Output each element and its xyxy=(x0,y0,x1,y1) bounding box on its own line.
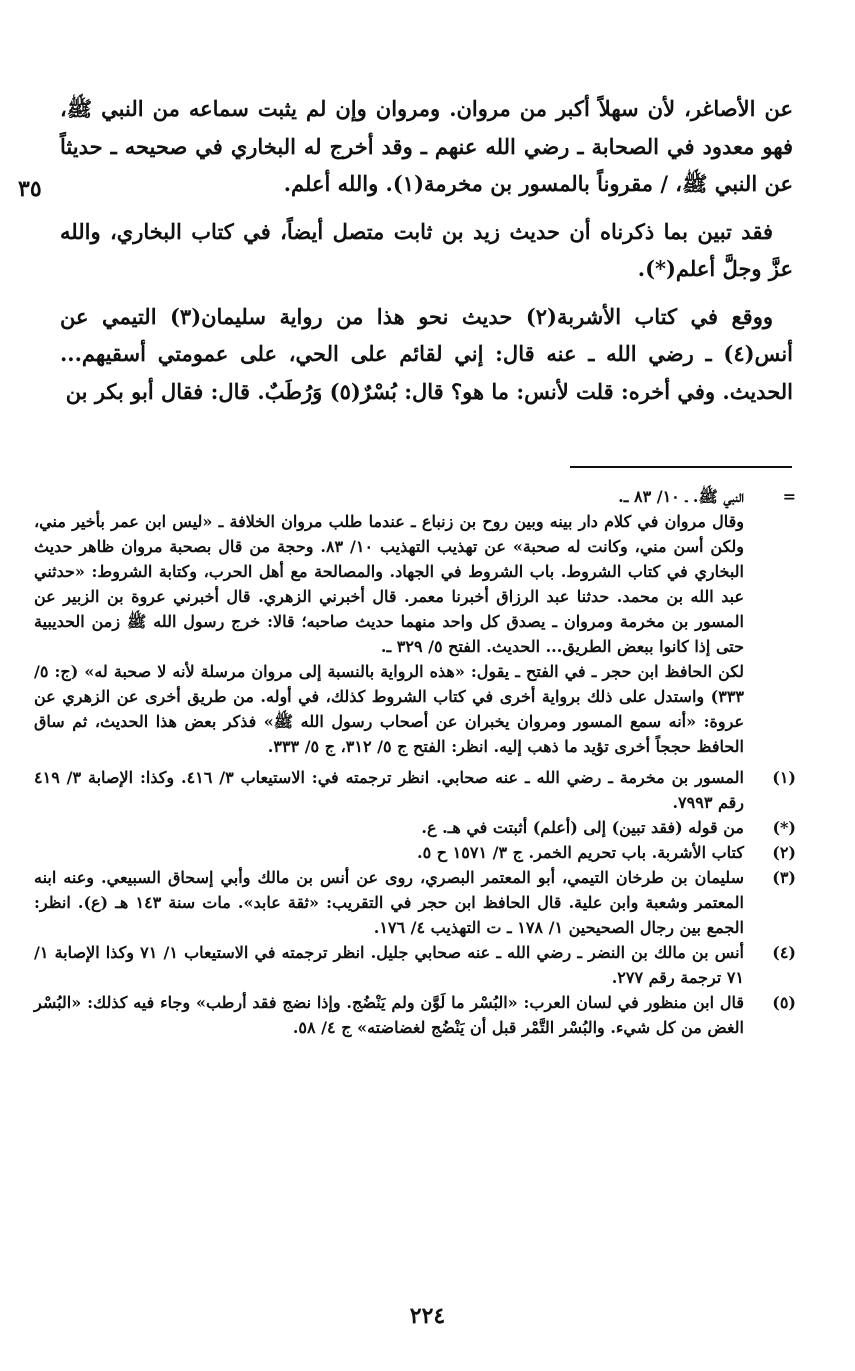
footnote xyxy=(34,865,796,940)
main-paragraph: ووقع في كتاب الأشربة(٢) حديث نحو هذا من رواية سليمان(٣) التيمي عن أنس(٤) ـ رضي الله ـ عنه قال: إني لقائم على الحي، على عمومتي أسقيهم... الحديث. وفي أخره: قلت لأنس: ما هو؟ قال: بُسْرٌ(٥) وَرُطَبٌ. قال: فقال أبو بكر بن xyxy=(60,303,793,404)
footnote-text: من قوله (فقد تبين) إلى (أعلم) أثبتت في هـ. ع. xyxy=(421,818,744,837)
footnote-number xyxy=(744,509,796,659)
footnote-separator xyxy=(570,466,792,468)
page-number: ٢٢٤ xyxy=(409,1303,446,1329)
footnote xyxy=(34,940,796,990)
footnote-number xyxy=(744,659,796,759)
footnote-text: أنس بن مالك بن النضر ـ رضي الله ـ عنه صحابي جليل. انظر ترجمته في الاستيعاب ١/ ٧١ وكذا الإصابة ١/ ٧١ ترجمة رقم ٢٧٧. xyxy=(34,943,744,987)
footnote-text: كتاب الأشربة. باب تحريم الخمر. ج ٣/ ١٥٧١ ح ٥. xyxy=(417,843,744,862)
footnote-number: (٣) xyxy=(772,868,796,887)
footnote xyxy=(34,659,796,759)
footnote xyxy=(34,765,796,815)
footnote-text: سليمان بن طرخان التيمي، أبو المعتمر البصري، روى عن أنس بن مالك وأبي إسحاق السبيعي. وعنه ابنه المعتمر وشعبة وابن علية. قال الحافظ ابن حجر في التقريب: «ثقة عابد». مات سنة ١٤٣ هـ (ع). انظر: الجمع بين رجال الصحيحين ١/ ١٧٨ ـ ت التهذيب ٤/ ١٧٦. xyxy=(34,868,744,937)
footnote-number: (٥) xyxy=(772,993,796,1012)
footnote-number: (١) xyxy=(772,768,796,787)
footnote xyxy=(34,509,796,659)
footnote-number: (*) xyxy=(772,818,796,837)
marginal-folio-number: ٣٥ xyxy=(18,176,42,202)
main-paragraph: عن الأصاغر، لأن سهلاً أكبر من مروان. ومروان وإن لم يثبت سماعه من النبي ﷺ، فهو معدود في الصحابة ـ رضي الله عنهم ـ وقد أخرج له البخاري في صحيحه ـ حديثاً عن النبي ﷺ، / مقروناً بالمسور بن مخرمة(١). والله أعلم. xyxy=(60,96,793,196)
footnote-number: (٢) xyxy=(772,843,796,862)
main-text xyxy=(60,90,793,410)
footnote xyxy=(34,484,796,509)
main-paragraph: فقد تبين بما ذكرناه أن حديث زيد بن ثابت متصل أيضاً، في كتاب البخاري، والله عزَّ وجلَّ أعلم(*). xyxy=(60,218,793,281)
footnote-text: وقال مروان في كلام دار بينه وبين روح بن زنباع ـ عندما طلب مروان الخلافة ـ «ليس ابن عمر بأخير مني، ولكن أسن مني، وكانت له صحبة» عن تهذيب التهذيب ١٠/ ٨٣. وحجة من قال بصحبة مروان ظاهر حديث البخاري في كتاب الشروط. باب الشروط في الجهاد. والمصالحة مع أهل الحرب، وكتابة الشروط: «حدثني عبد الله بن محمد. حدثنا عبد الرزاق أخبرنا معمر. قال أخبرني الزهري. قال أخبرني عروة بن الزبير عن المسور بن مخرمة ومروان ـ يصدق كل واحد منهما حديث صاحبه؛ قالا: خرج رسول الله ﷺ زمن الحديبية حتى إذا كانوا ببعض الطريق... الحديث. الفتح ٥/ ٣٢٩ ـ. xyxy=(34,512,745,656)
footnote xyxy=(34,990,796,1040)
footnote xyxy=(34,840,796,865)
footnote-text: قال ابن منظور في لسان العرب: «البُسْر ما لَوَّن ولم يَنْضُج. وإذا نضج فقد أرطب» وجاء فيه كذلك: «البُسْر الغض من كل شيء. والبُسْر التَّمْر قبل أن يَنْضُج لغضاضته» ج ٤/ ٥٨. xyxy=(34,993,745,1037)
footnote-text: المسور بن مخرمة ـ رضي الله ـ عنه صحابي. انظر ترجمته في: الاستيعاب ٣/ ٤١٦. وكذا: الإصابة ٣/ ٤١٩ رقم ٧٩٩٣. xyxy=(34,768,744,812)
footnote-text: النبي ﷺ. ـ ١٠/ ٨٣ ـ. xyxy=(618,487,744,506)
footnotes xyxy=(34,484,796,1040)
footnote-number: = xyxy=(782,487,796,506)
footnote xyxy=(34,815,796,840)
footnote-number: (٤) xyxy=(772,943,796,962)
footnote-text: لكن الحافظ ابن حجر ـ في الفتح ـ يقول: «هذه الرواية بالنسبة إلى مروان مرسلة لأنه لا صحبة له» (ج: ٥/ ٣٣٣) واستدل على ذلك برواية أخرى في كتاب الشروط كذلك، في أوله. من طريق أخرى عن الزهري عن عروة: «أنه سمع المسور ومروان يخبران عن أصحاب رسول الله ﷺ» فذكر بعض هذا الحديث، ثم ساق الحافظ حججاً أخرى تؤيد ما ذهب إليه. انظر: الفتح ج ٥/ ٣١٢، ج ٥/ ٣٣٣. xyxy=(34,662,744,756)
